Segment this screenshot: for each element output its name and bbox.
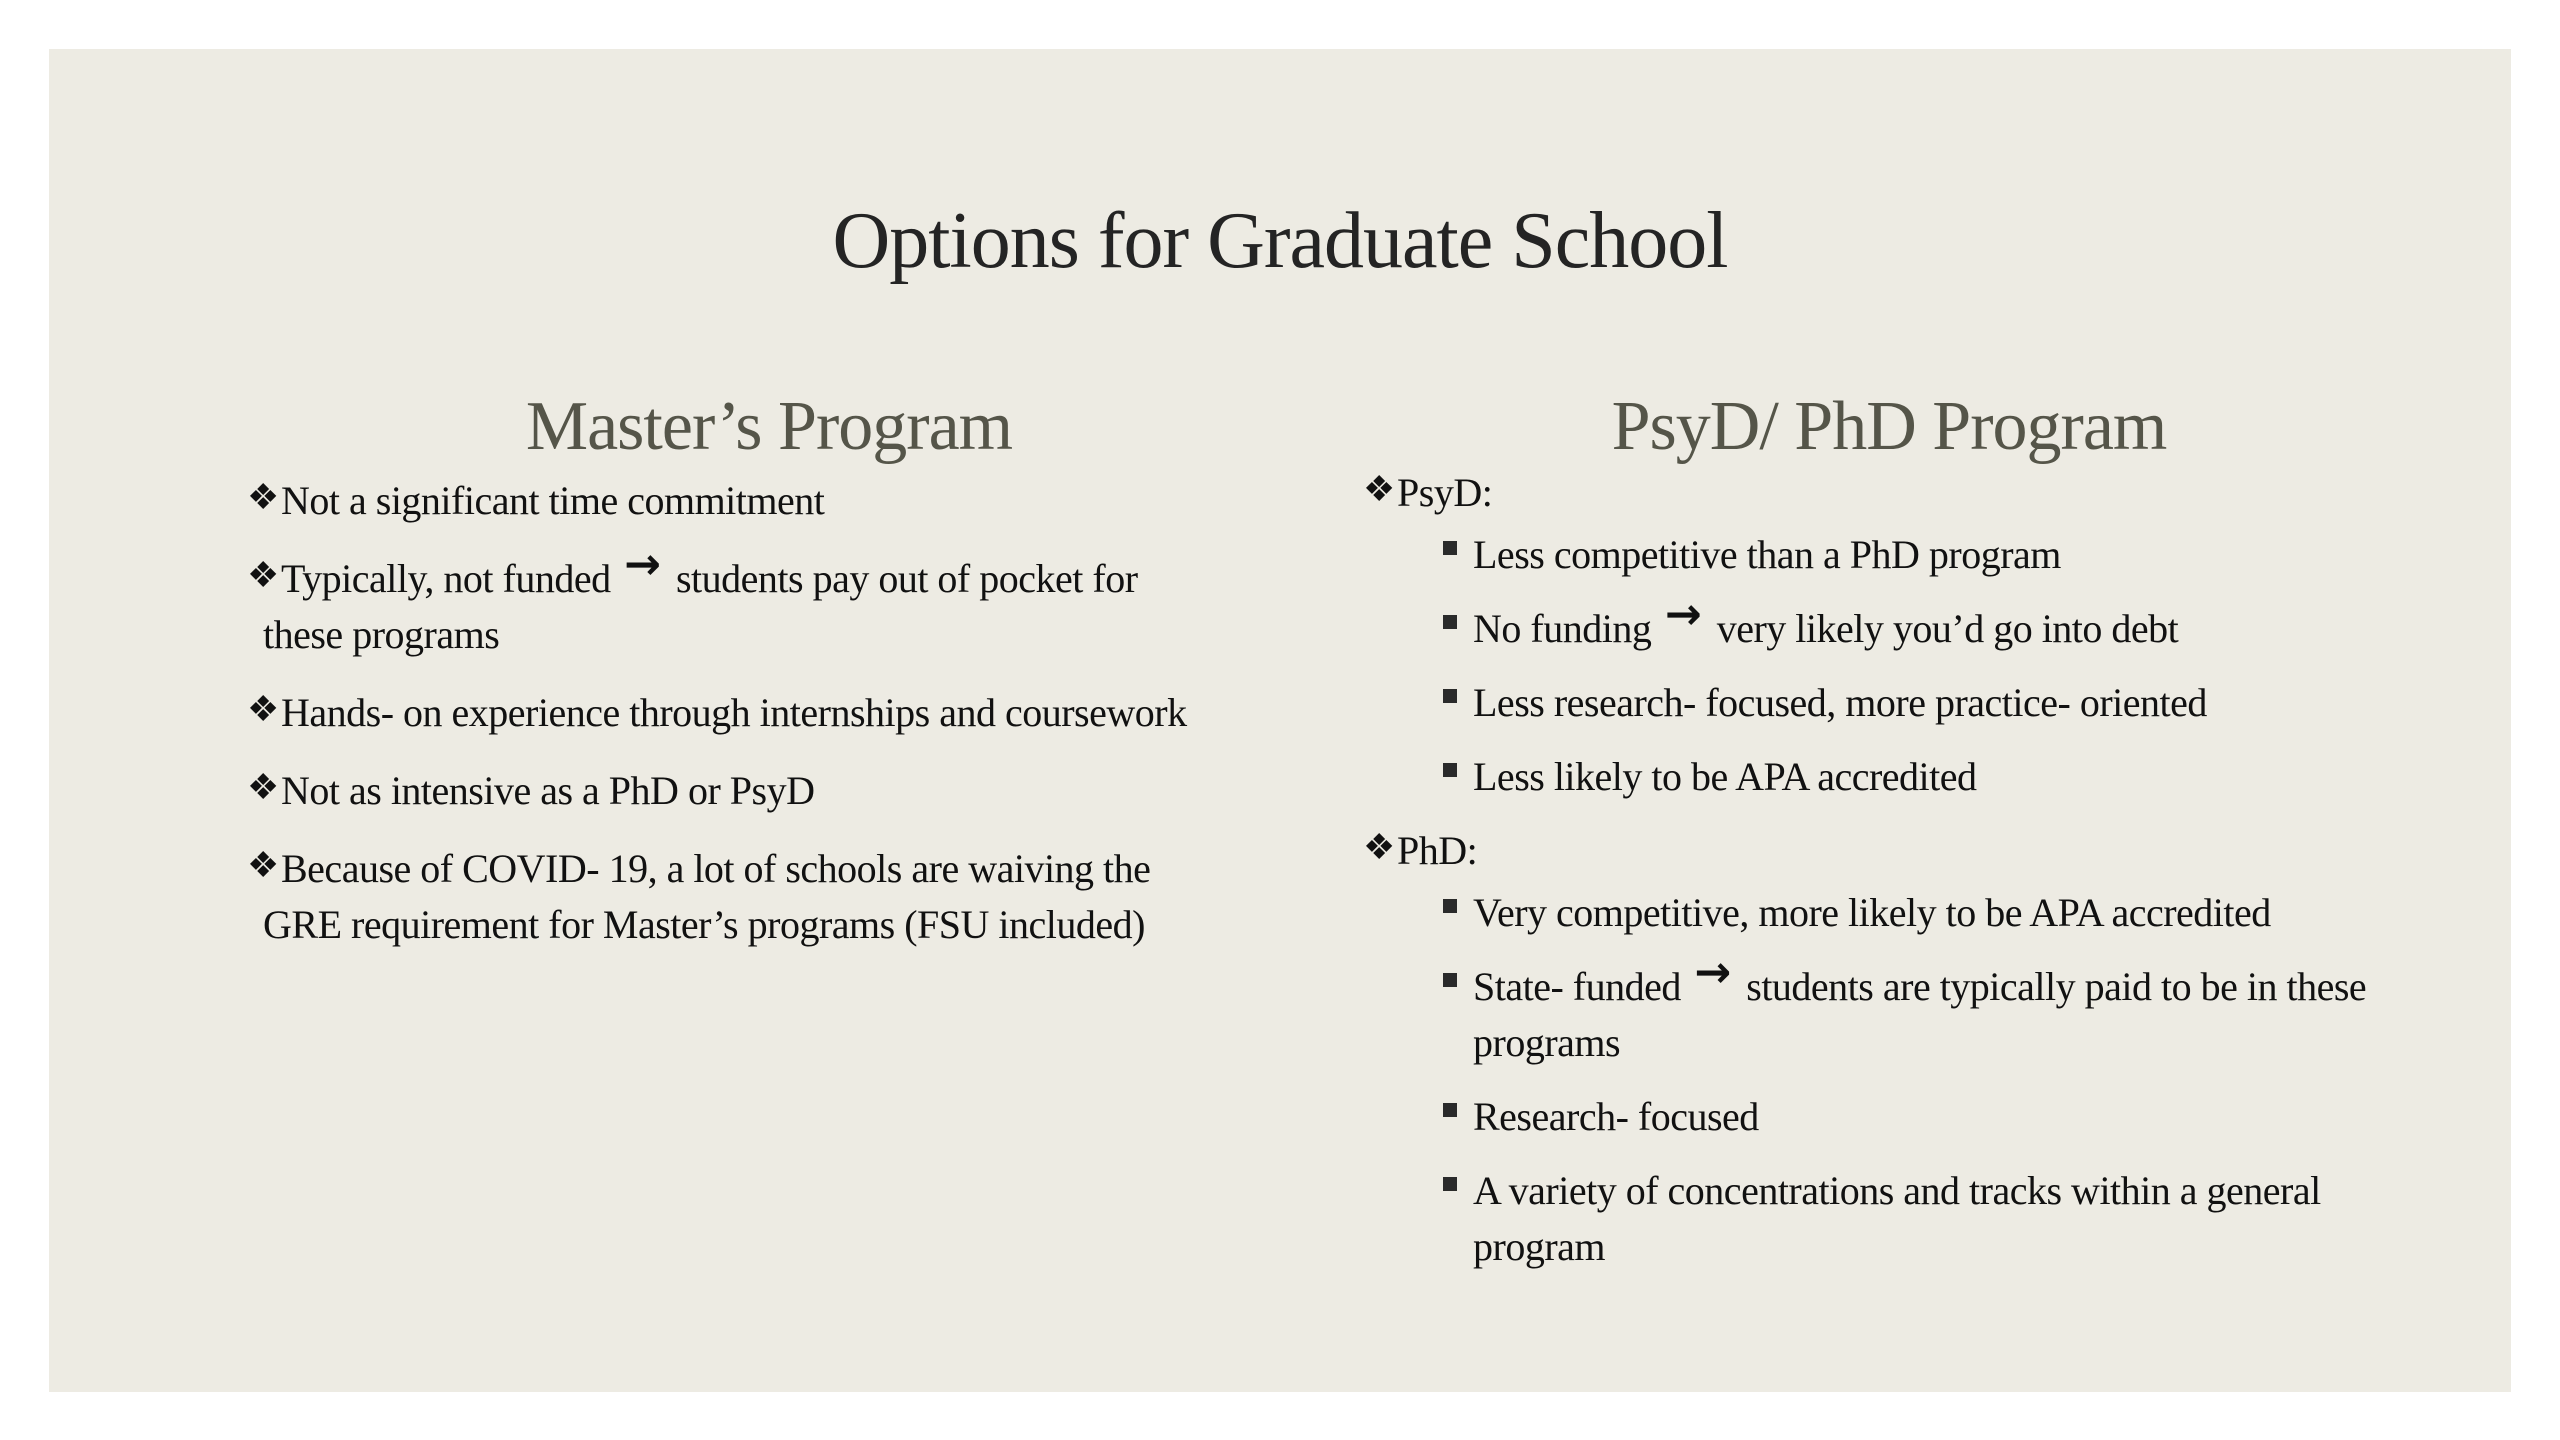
list-item: Less competitive than a PhD program xyxy=(1443,527,2515,583)
square-bullet-icon xyxy=(1443,1103,1457,1117)
group-label: PhD: xyxy=(1397,828,1478,873)
right-arrow-icon: → xyxy=(624,539,661,590)
right-arrow-icon: → xyxy=(1664,589,1702,640)
psyd-phd-heading: PsyD/ PhD Program xyxy=(1611,388,2167,465)
list-item: ❖ Hands- on experience through internships and coursework xyxy=(249,685,1369,741)
four-diamond-bullet-icon: ❖ xyxy=(247,477,279,517)
psyd-phd-list xyxy=(1365,465,2515,1293)
slide xyxy=(49,49,2511,1392)
four-diamond-bullet-icon: ❖ xyxy=(247,845,279,885)
right-arrow-icon: → xyxy=(1694,947,1731,998)
list-item: Very competitive, more likely to be APA accredited xyxy=(1443,885,2515,941)
masters-list xyxy=(249,473,1369,975)
list-item: ❖ Typically, not funded → students pay out of pocket for these programs xyxy=(247,539,1138,657)
group-psyd xyxy=(1365,465,2515,805)
list-item: ❖ Not as intensive as a PhD or PsyD xyxy=(249,763,1369,819)
square-bullet-icon xyxy=(1443,973,1457,987)
group-label: PsyD: xyxy=(1397,470,1493,515)
group-phd xyxy=(1365,823,2515,1275)
square-bullet-icon xyxy=(1443,541,1457,555)
square-bullet-icon xyxy=(1443,763,1457,777)
four-diamond-bullet-icon: ❖ xyxy=(1363,469,1395,509)
square-bullet-icon xyxy=(1443,899,1457,913)
four-diamond-bullet-icon: ❖ xyxy=(247,767,279,807)
square-bullet-icon xyxy=(1443,1177,1457,1191)
list-item: Less research- focused, more practice- oriented xyxy=(1443,675,2515,731)
masters-heading: Master’s Program xyxy=(525,388,1013,465)
square-bullet-icon xyxy=(1443,615,1457,629)
square-bullet-icon xyxy=(1443,689,1457,703)
phd-sublist xyxy=(1397,885,2515,1275)
list-item: No funding → very likely you’d go into debt xyxy=(1443,601,2515,657)
list-item: ❖ Not a significant time commitment xyxy=(249,473,1369,529)
four-diamond-bullet-icon: ❖ xyxy=(247,689,279,729)
list-item: ❖ Because of COVID- 19, a lot of schools are waiving the GRE requirement for Master’s programs (FSU included) xyxy=(249,841,1369,953)
list-item: Research- focused xyxy=(1443,1089,2515,1145)
list-item: State- funded → students are typically paid to be in these programs xyxy=(1443,959,2515,1071)
slide-title: Options for Graduate School xyxy=(832,197,1728,285)
four-diamond-bullet-icon: ❖ xyxy=(247,555,279,595)
four-diamond-bullet-icon: ❖ xyxy=(1363,827,1395,867)
list-item: A variety of concentrations and tracks within a general program xyxy=(1443,1163,2515,1275)
psyd-sublist xyxy=(1397,527,2515,805)
list-item: Less likely to be APA accredited xyxy=(1443,749,2515,805)
